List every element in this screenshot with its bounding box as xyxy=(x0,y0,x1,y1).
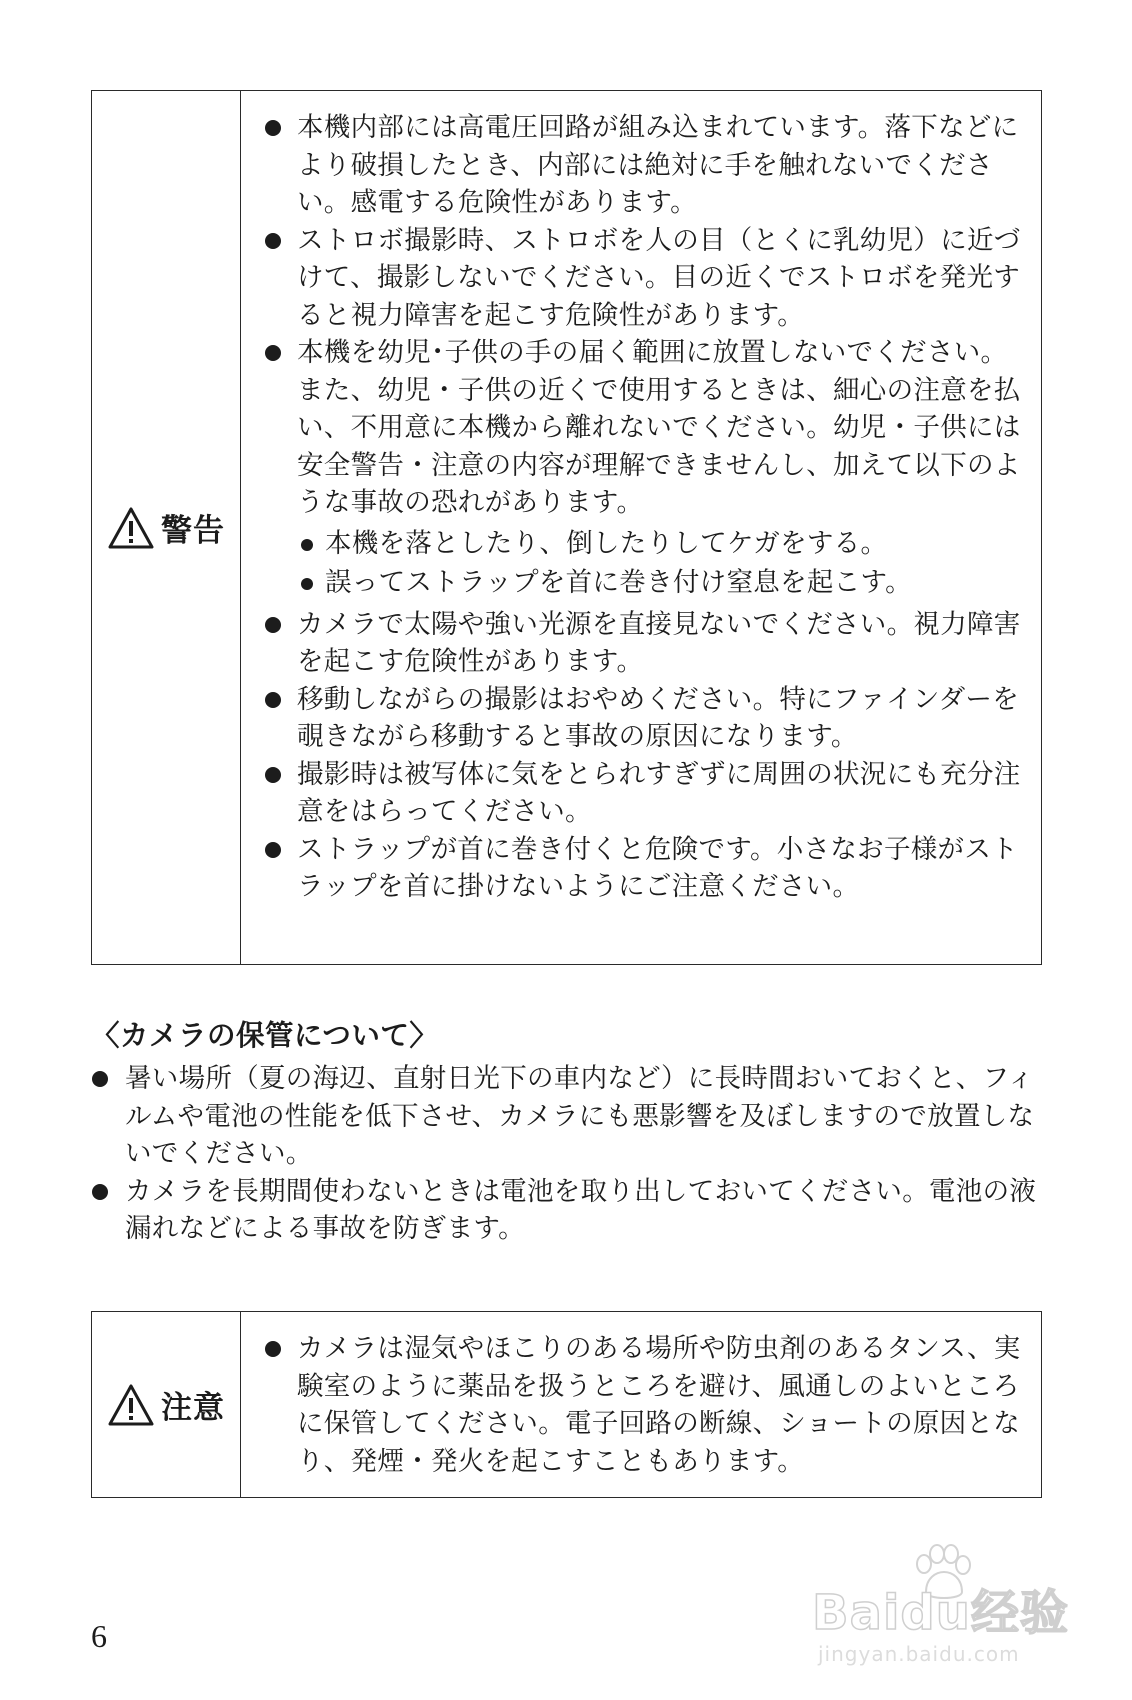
warning-item: ストロボ撮影時、ストロボを人の目（とくに乳幼児）に近づけて、撮影しないでください。目の近くでストロボを発光すると視力障害を起こす危険性があります。 xyxy=(263,222,1021,335)
bullet-icon xyxy=(92,1184,108,1200)
bullet-icon xyxy=(92,1071,108,1087)
warning-item: 撮影時は被写体に気をとられすぎずに周囲の状況にも充分注意をはらってください。 xyxy=(263,756,1021,831)
warning-item: ストラップが首に巻き付くと危険です。小さなお子様がストラップを首に掛けないようにご注意ください。 xyxy=(263,831,1021,906)
warning-subitems xyxy=(297,524,1021,602)
page-number: 6 xyxy=(91,1618,107,1654)
bullet-icon xyxy=(265,345,281,361)
caution-label-cell xyxy=(92,1312,241,1497)
small-bullet-icon xyxy=(301,578,313,590)
bullet-icon xyxy=(265,1341,281,1357)
storage-section xyxy=(91,1013,1042,1248)
baidu-watermark xyxy=(798,1544,1078,1674)
bullet-icon xyxy=(265,842,281,858)
storage-item: カメラを長期間使わないときは電池を取り出しておいてください。電池の液漏れなどによる事故を防ぎます。 xyxy=(91,1173,1042,1248)
warning-label-cell xyxy=(92,91,241,964)
watermark-logo-text: Baidu经验 xyxy=(812,1585,1069,1641)
watermark-url: jingyan.baidu.com xyxy=(818,1642,1020,1666)
warning-item: カメラで太陽や強い光源を直接見ないでください。視力障害を起こす危険性があります。 xyxy=(263,606,1021,681)
warning-item: 本機を幼児･子供の手の届く範囲に放置しないでください。また、幼児・子供の近くで使用するときは、細心の注意を払い、不用意に本機から離れないでください。幼児・子供には安全警告・注意の内容が理解できませんし、加えて以下のような事故の恐れがあります。 本機を落としたり、倒したりしてケガをする。 誤ってストラップを首に巻き付け窒息を起こす。 xyxy=(263,334,1021,602)
warning-item: 移動しながらの撮影はおやめください。特にファインダーを覗きながら移動すると事故の原因になります。 xyxy=(263,681,1021,756)
warning-triangle-icon xyxy=(107,506,155,550)
bullet-icon xyxy=(265,233,281,249)
caution-label: 注意 xyxy=(161,1390,225,1426)
warning-subitem: 誤ってストラップを首に巻き付け窒息を起こす。 xyxy=(297,563,1021,602)
section-title: 〈カメラの保管について〉 xyxy=(91,1019,439,1052)
bullet-icon xyxy=(265,692,281,708)
warning-content xyxy=(241,91,1041,964)
caution-triangle-icon xyxy=(107,1383,155,1427)
bullet-icon xyxy=(265,767,281,783)
caution-box xyxy=(91,1311,1042,1498)
warning-item: 本機内部には高電圧回路が組み込まれています。落下などにより破損したとき、内部には絶対に手を触れないでください。感電する危険性があります。 xyxy=(263,109,1021,222)
warning-label: 警告 xyxy=(161,513,225,549)
warning-subitem: 本機を落としたり、倒したりしてケガをする。 xyxy=(297,524,1021,563)
storage-item: 暑い場所（夏の海辺、直射日光下の車内など）に長時間おいておくと、フィルムや電池の性能を低下させ、カメラにも悪影響を及ぼしますので放置しないでください。 xyxy=(91,1060,1042,1173)
bullet-icon xyxy=(265,617,281,633)
bullet-icon xyxy=(265,120,281,136)
caution-item: カメラは湿気やほこりのある場所や防虫剤のあるタンス、実験室のように薬品を扱うところを避け、風通しのよいところに保管してください。電子回路の断線、ショートの原因となり、発煙・発火を起こすこともあります。 xyxy=(263,1330,1021,1480)
warning-box xyxy=(91,90,1042,965)
caution-content xyxy=(241,1312,1041,1497)
small-bullet-icon xyxy=(301,539,313,551)
